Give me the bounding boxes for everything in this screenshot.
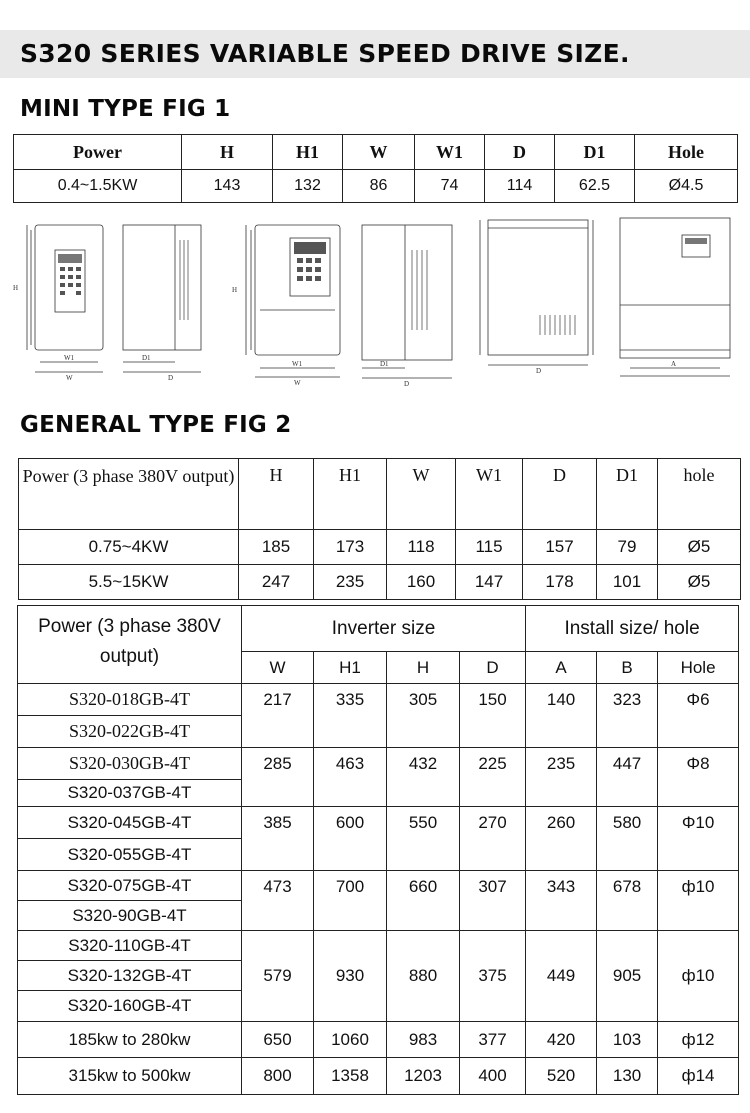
model-name: S320-075GB-4T bbox=[18, 871, 242, 901]
table-cell: 101 bbox=[597, 565, 658, 600]
model-name: S320-045GB-4T bbox=[18, 807, 242, 839]
table-row bbox=[18, 871, 739, 901]
table-row bbox=[18, 1058, 739, 1095]
table-cell: 579 bbox=[242, 931, 314, 1022]
table-cell: 400 bbox=[460, 1058, 526, 1095]
dimension-drawings bbox=[10, 210, 740, 390]
table-row bbox=[18, 684, 739, 716]
table-cell: 235 bbox=[314, 565, 387, 600]
table-cell: 447 bbox=[597, 748, 658, 807]
table3-sub-h: H bbox=[387, 652, 460, 684]
table-cell: 580 bbox=[597, 807, 658, 871]
table-cell: 114 bbox=[485, 170, 555, 203]
table-cell: 343 bbox=[526, 871, 597, 931]
table-row bbox=[18, 807, 739, 839]
label-w-general: W bbox=[294, 379, 301, 387]
table-cell: ф12 bbox=[658, 1022, 739, 1058]
mini-front-view bbox=[13, 225, 103, 382]
table-cell: 285 bbox=[242, 748, 314, 807]
table-cell: 260 bbox=[526, 807, 597, 871]
table-cell: 1358 bbox=[314, 1058, 387, 1095]
label-a-large: A bbox=[671, 360, 677, 368]
table-cell: 650 bbox=[242, 1022, 314, 1058]
fig2-table bbox=[18, 458, 741, 600]
table-cell: 157 bbox=[523, 530, 597, 565]
model-name: 315kw to 500kw bbox=[18, 1058, 242, 1095]
table-cell: 74 bbox=[415, 170, 485, 203]
table-cell: 173 bbox=[314, 530, 387, 565]
model-name: S320-90GB-4T bbox=[18, 901, 242, 931]
fig1-col-power: Power bbox=[14, 135, 182, 170]
fig1-col-d: D bbox=[485, 135, 555, 170]
table-cell: 235 bbox=[526, 748, 597, 807]
table-cell: 143 bbox=[182, 170, 273, 203]
label-h-general: H bbox=[232, 286, 238, 294]
fig1-col-w: W bbox=[343, 135, 415, 170]
table-cell: 185 bbox=[239, 530, 314, 565]
table3-header-row bbox=[18, 606, 739, 652]
table-cell: 700 bbox=[314, 871, 387, 931]
label-d1-general: D1 bbox=[380, 360, 389, 368]
fig2-col-d1: D1 bbox=[597, 459, 658, 530]
table-cell: 385 bbox=[242, 807, 314, 871]
label-d1: D1 bbox=[142, 354, 151, 362]
table-cell: 449 bbox=[526, 931, 597, 1022]
table-row bbox=[14, 170, 738, 203]
large-side-view bbox=[480, 220, 593, 375]
table-cell: 420 bbox=[526, 1022, 597, 1058]
model-name: 185kw to 280kw bbox=[18, 1022, 242, 1058]
table-cell: 140 bbox=[526, 684, 597, 748]
table3-sub-hole: Hole bbox=[658, 652, 739, 684]
page-title: S320 SERIES VARIABLE SPEED DRIVE SIZE. bbox=[20, 39, 630, 68]
table-cell: 217 bbox=[242, 684, 314, 748]
table-cell: 800 bbox=[242, 1058, 314, 1095]
table-cell: 473 bbox=[242, 871, 314, 931]
table-cell: 270 bbox=[460, 807, 526, 871]
label-d-general: D bbox=[404, 380, 410, 388]
table-cell: 905 bbox=[597, 931, 658, 1022]
table-cell: Φ8 bbox=[658, 748, 739, 807]
table-cell: 147 bbox=[456, 565, 523, 600]
fig1-col-h: H bbox=[182, 135, 273, 170]
table-cell: 880 bbox=[387, 931, 460, 1022]
model-size-table bbox=[17, 605, 739, 1095]
table-cell: 103 bbox=[597, 1022, 658, 1058]
table-cell: 118 bbox=[387, 530, 456, 565]
model-name: S320-037GB-4T bbox=[18, 780, 242, 807]
table-cell: 178 bbox=[523, 565, 597, 600]
table-cell: 983 bbox=[387, 1022, 460, 1058]
table-cell: 1060 bbox=[314, 1022, 387, 1058]
mini-side-view bbox=[123, 225, 201, 382]
table-cell: 225 bbox=[460, 748, 526, 807]
table-cell: 62.5 bbox=[555, 170, 635, 203]
table3-sub-b: B bbox=[597, 652, 658, 684]
table-cell: 550 bbox=[387, 807, 460, 871]
table-cell: 132 bbox=[273, 170, 343, 203]
table-cell: Φ10 bbox=[658, 807, 739, 871]
table-cell: ф10 bbox=[658, 871, 739, 931]
table-cell: 323 bbox=[597, 684, 658, 748]
table-cell: Ø4.5 bbox=[635, 170, 738, 203]
table-cell: 305 bbox=[387, 684, 460, 748]
fig2-col-power: Power (3 phase 380V output) bbox=[19, 459, 239, 530]
model-name: S320-022GB-4T bbox=[18, 716, 242, 748]
table-cell: 375 bbox=[460, 931, 526, 1022]
fig2-col-h: H bbox=[239, 459, 314, 530]
table-cell: 377 bbox=[460, 1022, 526, 1058]
label-w1-general: W1 bbox=[292, 360, 303, 368]
table-row bbox=[18, 748, 739, 780]
fig2-title: GENERAL TYPE FIG 2 bbox=[20, 412, 292, 438]
model-name: S320-055GB-4T bbox=[18, 839, 242, 871]
table3-sub-w: W bbox=[242, 652, 314, 684]
table-cell: Φ6 bbox=[658, 684, 739, 748]
table-cell: 307 bbox=[460, 871, 526, 931]
general-front-view bbox=[232, 225, 340, 387]
title-banner bbox=[0, 30, 750, 78]
fig2-col-w1: W1 bbox=[456, 459, 523, 530]
table-cell: 160 bbox=[387, 565, 456, 600]
fig2-col-hole: hole bbox=[658, 459, 741, 530]
table-cell: 678 bbox=[597, 871, 658, 931]
model-name: S320-018GB-4T bbox=[18, 684, 242, 716]
table-cell: 930 bbox=[314, 931, 387, 1022]
table-cell: 0.75~4KW bbox=[19, 530, 239, 565]
fig1-col-hole: Hole bbox=[635, 135, 738, 170]
general-side-view bbox=[362, 225, 452, 388]
table-cell: 115 bbox=[456, 530, 523, 565]
table-row bbox=[18, 931, 739, 961]
table-cell: 79 bbox=[597, 530, 658, 565]
large-front-view bbox=[620, 218, 730, 376]
table-cell: 5.5~15KW bbox=[19, 565, 239, 600]
table-cell: 0.4~1.5KW bbox=[14, 170, 182, 203]
fig1-title: MINI TYPE FIG 1 bbox=[20, 96, 231, 122]
table-row bbox=[19, 530, 741, 565]
table-cell: 335 bbox=[314, 684, 387, 748]
model-name: S320-110GB-4T bbox=[18, 931, 242, 961]
table-cell: Ø5 bbox=[658, 565, 741, 600]
fig2-col-d: D bbox=[523, 459, 597, 530]
table-row bbox=[18, 1022, 739, 1058]
label-w1: W1 bbox=[64, 354, 75, 362]
table3-sub-a: A bbox=[526, 652, 597, 684]
label-h-h1: H bbox=[13, 284, 19, 292]
table-cell: 520 bbox=[526, 1058, 597, 1095]
table3-col-install: Install size/ hole bbox=[526, 606, 739, 652]
table-cell: ф10 bbox=[658, 931, 739, 1022]
model-name: S320-132GB-4T bbox=[18, 961, 242, 991]
fig1-col-d1: D1 bbox=[555, 135, 635, 170]
label-d: D bbox=[168, 374, 174, 382]
label-w: W bbox=[66, 374, 73, 382]
model-name: S320-030GB-4T bbox=[18, 748, 242, 780]
table-cell: ф14 bbox=[658, 1058, 739, 1095]
fig1-col-w1: W1 bbox=[415, 135, 485, 170]
table-cell: 1203 bbox=[387, 1058, 460, 1095]
fig1-col-h1: H1 bbox=[273, 135, 343, 170]
fig1-header-row bbox=[14, 135, 738, 170]
table-row bbox=[19, 565, 741, 600]
table-cell: 660 bbox=[387, 871, 460, 931]
table3-sub-h1: H1 bbox=[314, 652, 387, 684]
table-cell: Ø5 bbox=[658, 530, 741, 565]
fig2-header-row bbox=[19, 459, 741, 530]
table-cell: 600 bbox=[314, 807, 387, 871]
table3-col-inverter: Inverter size bbox=[242, 606, 526, 652]
table-cell: 432 bbox=[387, 748, 460, 807]
fig2-col-h1: H1 bbox=[314, 459, 387, 530]
table3-col-power: Power (3 phase 380V output) bbox=[18, 606, 242, 684]
table3-sub-d: D bbox=[460, 652, 526, 684]
fig2-col-w: W bbox=[387, 459, 456, 530]
table-cell: 86 bbox=[343, 170, 415, 203]
label-d-large: D bbox=[536, 367, 542, 375]
model-name: S320-160GB-4T bbox=[18, 991, 242, 1022]
table-cell: 130 bbox=[597, 1058, 658, 1095]
table-cell: 463 bbox=[314, 748, 387, 807]
table-cell: 150 bbox=[460, 684, 526, 748]
fig1-table bbox=[13, 134, 738, 203]
table-cell: 247 bbox=[239, 565, 314, 600]
